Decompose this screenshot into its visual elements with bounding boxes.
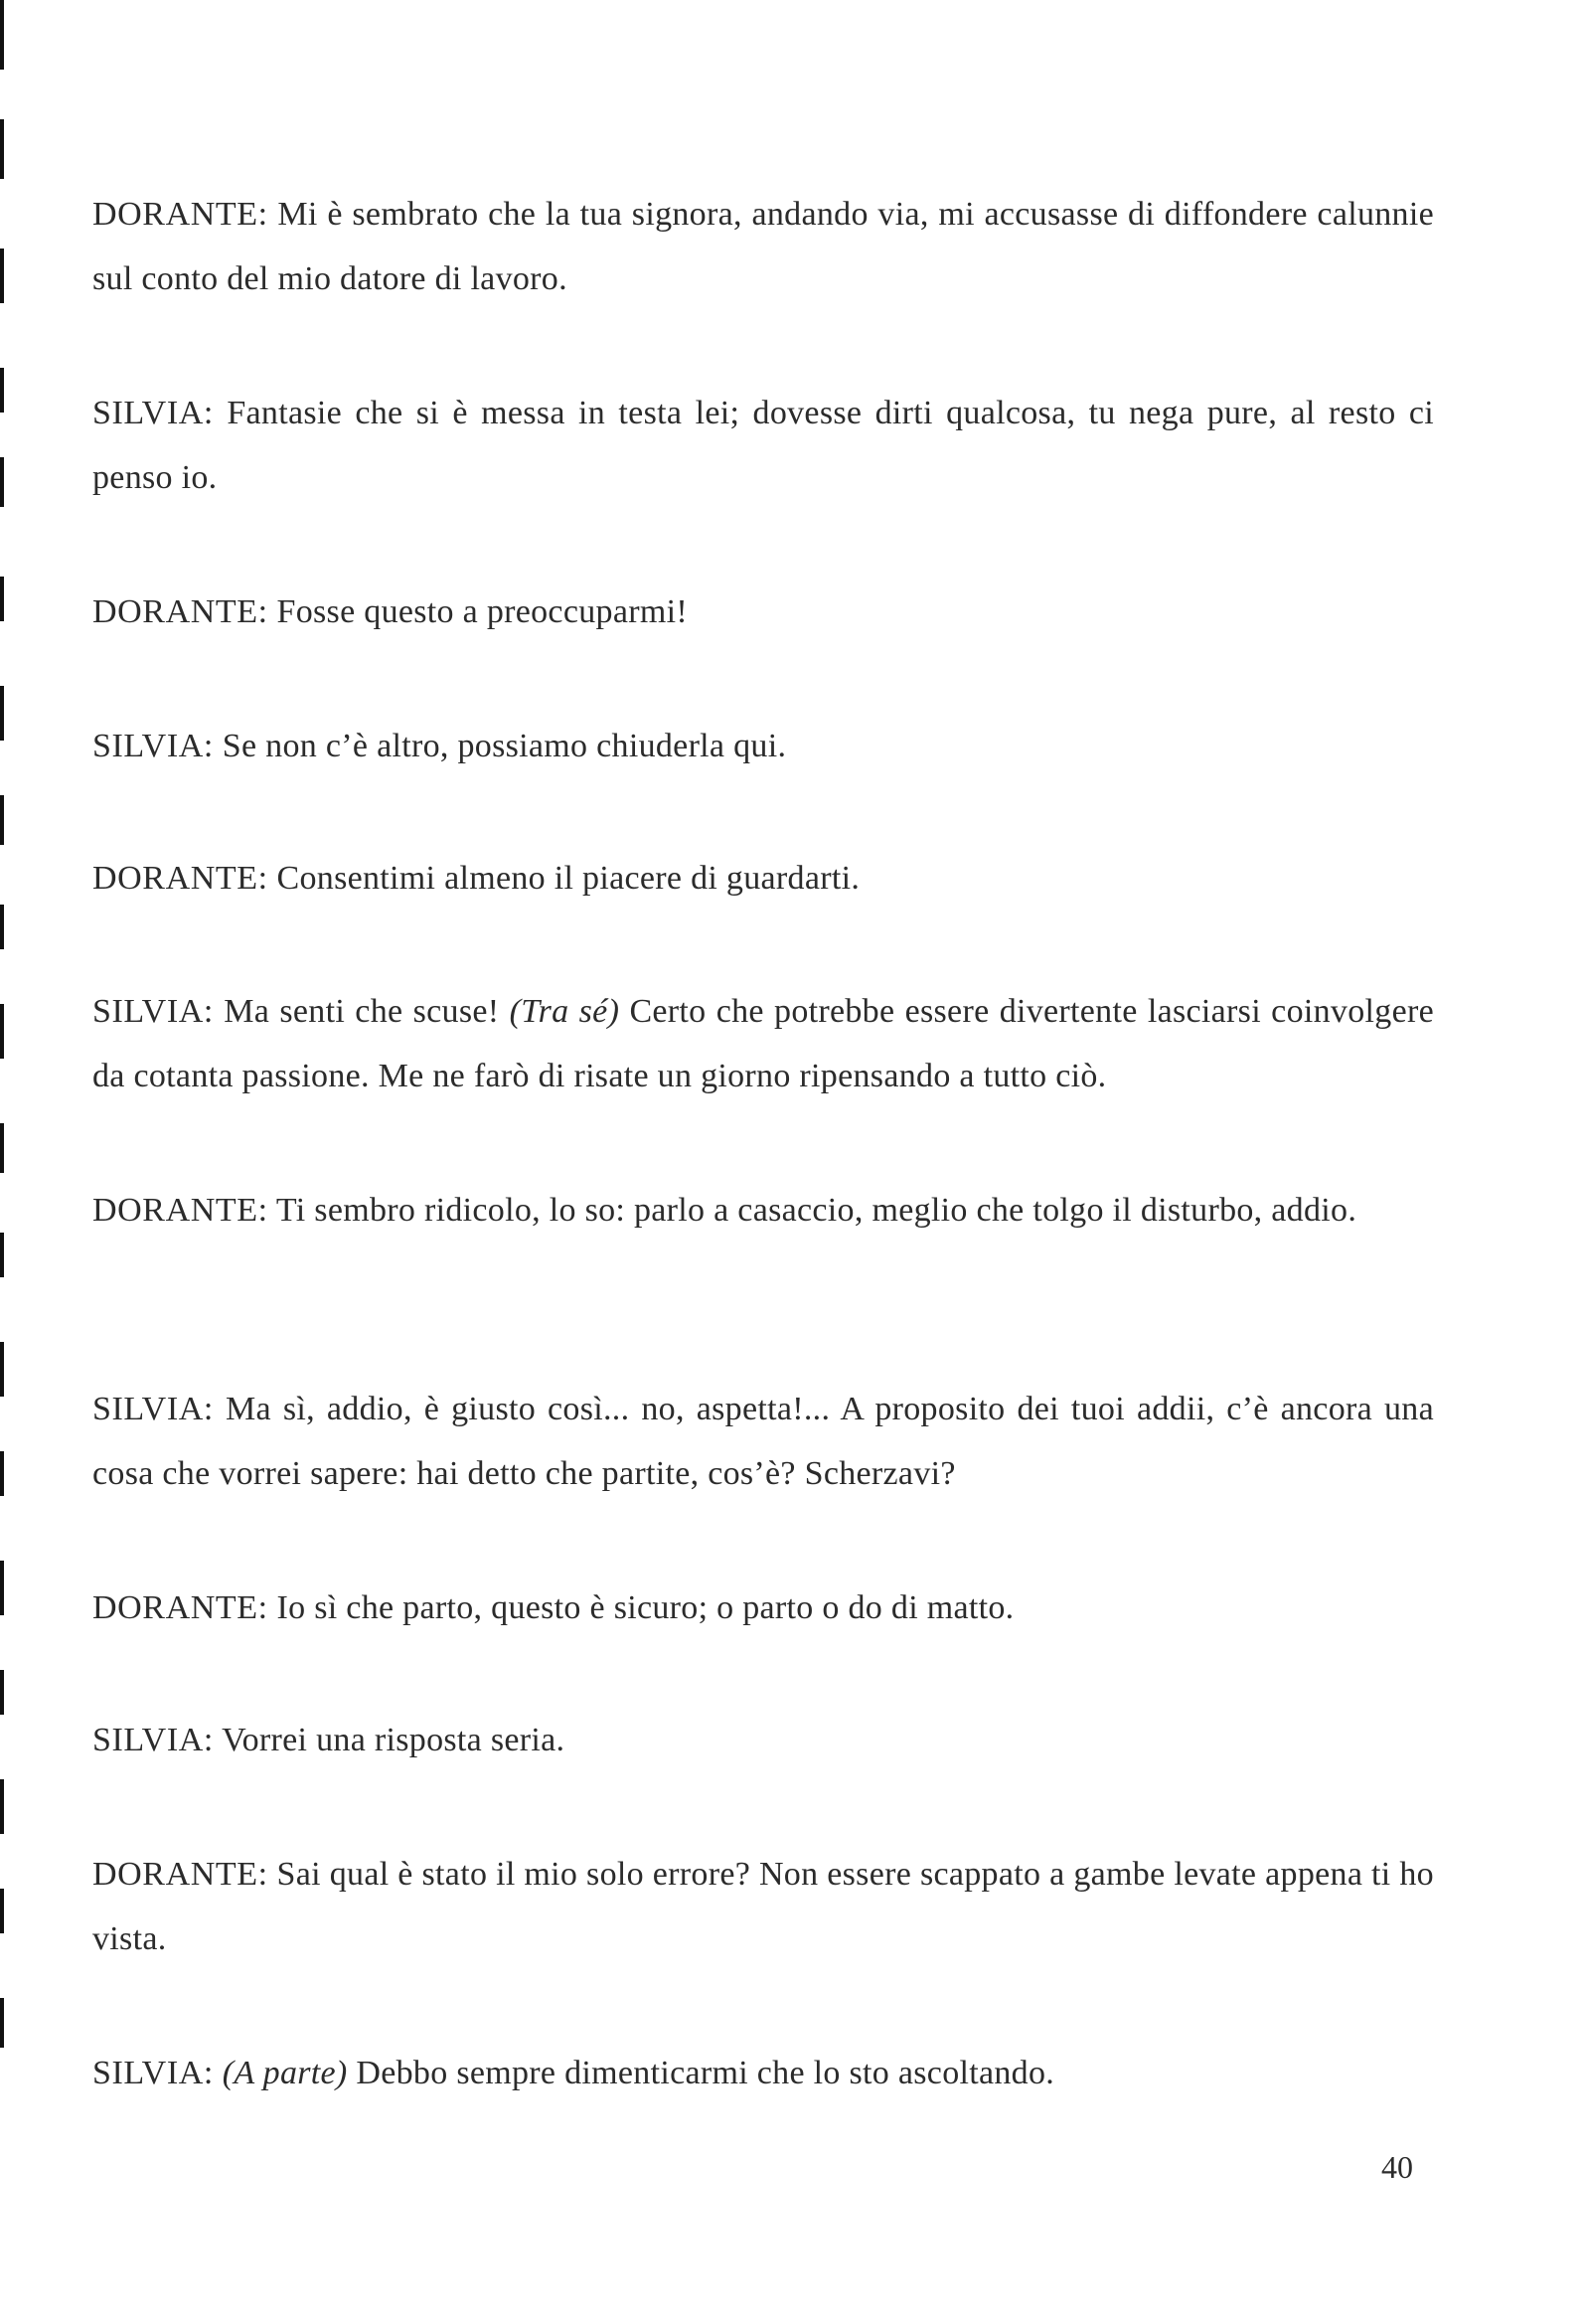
line-text: Fosse questo a preoccuparmi! [276, 593, 688, 630]
dialogue-line [92, 714, 1434, 778]
speaker-label: DORANTE: [92, 196, 268, 233]
speaker-label: SILVIA: [92, 728, 214, 764]
line-text: Io sì che parto, questo è sicuro; o parto o do di matto. [276, 1589, 1015, 1626]
speaker-label: DORANTE: [92, 1856, 268, 1893]
speaker-label: DORANTE: [92, 1192, 268, 1229]
line-text: Se non c’è altro, possiamo chiuderla qui. [222, 728, 787, 764]
line-text: Consentimi almeno il piacere di guardarti. [276, 860, 861, 897]
scan-binding-edge [0, 0, 8, 2324]
stage-direction: (A parte) [222, 2055, 348, 2091]
line-text: Debbo sempre dimenticarmi che lo sto ascoltando. [356, 2055, 1055, 2091]
dialogue-line [92, 381, 1434, 510]
speaker-label: SILVIA: [92, 395, 214, 431]
page-number: 40 [1381, 2149, 1413, 2185]
speaker-label: SILVIA: [92, 993, 214, 1030]
dialogue-line [92, 846, 1434, 911]
dialogue-line [92, 1576, 1434, 1640]
line-text: Sai qual è stato il mio solo errore? Non essere scappato a gambe levate appena ti ho vista. [92, 1856, 1434, 1957]
line-text: Fantasie che si è messa in testa lei; dovesse dirti qualcosa, tu nega pure, al resto ci penso io. [92, 395, 1434, 496]
dialogue-line [92, 580, 1434, 644]
speaker-label: SILVIA: [92, 1391, 214, 1427]
line-text: Mi è sembrato che la tua signora, andando via, mi accusasse di diffondere calunnie sul conto del mio datore di lavoro. [92, 196, 1434, 297]
speaker-label: DORANTE: [92, 1589, 268, 1626]
line-text: Ma sì, addio, è giusto così... no, aspetta!... A proposito dei tuoi addii, c’è ancora una cosa che vorrei sapere: hai detto che partite, cos’è? Scherzavi? [92, 1391, 1434, 1492]
dialogue-line [92, 2041, 1434, 2105]
line-text: Certo che potrebbe essere divertente lasciarsi coinvolgere da cotanta passione. Me ne farò di risate un giorno ripensando a tutto ciò. [92, 993, 1434, 1094]
line-text: Vorrei una risposta seria. [222, 1722, 565, 1758]
speaker-label: SILVIA: [92, 1722, 214, 1758]
speaker-label: SILVIA: [92, 2055, 214, 2091]
dialogue-line [92, 979, 1434, 1108]
dialogue-line [92, 1708, 1434, 1772]
speaker-label: DORANTE: [92, 860, 268, 897]
stage-direction: (Tra sé) [509, 993, 620, 1030]
speaker-label: DORANTE: [92, 593, 268, 630]
line-text-pre: Ma senti che scuse! [224, 993, 500, 1030]
dialogue-line [92, 1377, 1434, 1506]
dialogue-line [92, 182, 1434, 311]
line-text: Ti sembro ridicolo, lo so: parlo a casaccio, meglio che tolgo il disturbo, addio. [275, 1192, 1357, 1229]
dialogue-line [92, 1178, 1434, 1243]
dialogue-line [92, 1842, 1434, 1971]
